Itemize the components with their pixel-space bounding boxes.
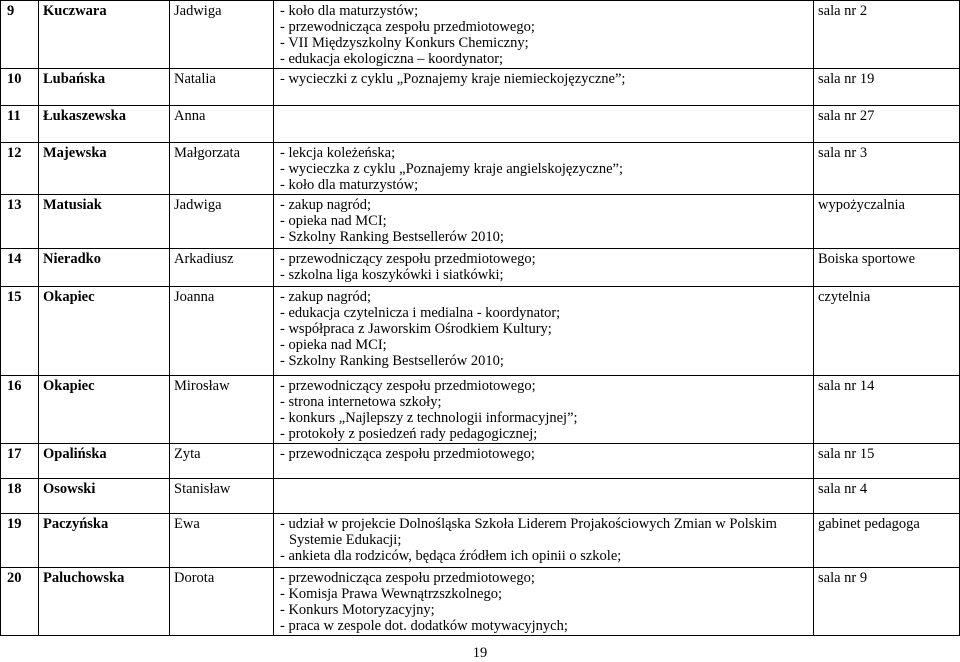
row-number: 10 — [1, 69, 39, 106]
table-body — [1, 1, 960, 636]
table-row — [1, 195, 960, 249]
row-number: 19 — [1, 514, 39, 568]
activity-item: - Szkolny Ranking Bestsellerów 2010; — [280, 353, 504, 369]
first-name-cell: Małgorzata — [170, 143, 274, 195]
surname-cell: Okapiec — [39, 376, 170, 444]
row-number: 14 — [1, 249, 39, 287]
activity-item: - konkurs „Najlepszy z technologii informacyjnej”; — [280, 410, 578, 426]
activity-item: Systemie Edukacji; — [289, 532, 402, 548]
activities-cell — [274, 479, 814, 514]
activities-cell — [274, 514, 814, 568]
activity-item: - Szkolny Ranking Bestsellerów 2010; — [280, 229, 504, 245]
activity-item: - współpraca z Jaworskim Ośrodkiem Kultury; — [280, 321, 552, 337]
activity-item: - przewodniczący zespołu przedmiotowego; — [280, 251, 536, 267]
activities-cell — [274, 444, 814, 479]
first-name-cell: Jadwiga — [170, 1, 274, 69]
location-cell: sala nr 15 — [814, 444, 960, 479]
row-number: 11 — [1, 106, 39, 143]
location-cell: sala nr 3 — [814, 143, 960, 195]
activities-cell — [274, 287, 814, 376]
row-number: 20 — [1, 568, 39, 636]
first-name-cell: Joanna — [170, 287, 274, 376]
table-row — [1, 514, 960, 568]
activity-item: - wycieczki z cyklu „Poznajemy kraje niemieckojęzyczne”; — [280, 71, 626, 87]
first-name-cell: Dorota — [170, 568, 274, 636]
first-name-cell: Jadwiga — [170, 195, 274, 249]
row-number: 16 — [1, 376, 39, 444]
activities-cell — [274, 195, 814, 249]
row-number: 15 — [1, 287, 39, 376]
surname-cell: Okapiec — [39, 287, 170, 376]
activity-item: - strona internetowa szkoły; — [280, 394, 442, 410]
first-name-cell: Arkadiusz — [170, 249, 274, 287]
first-name-cell: Zyta — [170, 444, 274, 479]
row-number: 9 — [1, 1, 39, 69]
activities-cell — [274, 249, 814, 287]
activity-item: - praca w zespole dot. dodatków motywacyjnych; — [280, 618, 568, 634]
activity-item: - opieka nad MCI; — [280, 213, 387, 229]
table-row — [1, 143, 960, 195]
activity-item: - zakup nagród; — [280, 197, 371, 213]
location-cell: sala nr 19 — [814, 69, 960, 106]
first-name-cell: Anna — [170, 106, 274, 143]
activity-item: - przewodniczący zespołu przedmiotowego; — [280, 378, 536, 394]
surname-cell: Kuczwara — [39, 1, 170, 69]
surname-cell: Łukaszewska — [39, 106, 170, 143]
activity-item: - koło dla maturzystów; — [280, 3, 419, 19]
activity-item: - szkolna liga koszykówki i siatkówki; — [280, 267, 504, 283]
surname-cell: Paluchowska — [39, 568, 170, 636]
table-row — [1, 479, 960, 514]
activities-cell — [274, 568, 814, 636]
activity-item: - edukacja czytelnicza i medialna - koordynator; — [280, 305, 561, 321]
activity-item: - przewodnicząca zespołu przedmiotowego; — [280, 19, 535, 35]
surname-cell: Nieradko — [39, 249, 170, 287]
surname-cell: Majewska — [39, 143, 170, 195]
location-cell: gabinet pedagoga — [814, 514, 960, 568]
surname-cell: Opalińska — [39, 444, 170, 479]
row-number: 13 — [1, 195, 39, 249]
location-cell: sala nr 9 — [814, 568, 960, 636]
row-number: 12 — [1, 143, 39, 195]
first-name-cell: Natalia — [170, 69, 274, 106]
surname-cell: Paczyńska — [39, 514, 170, 568]
first-name-cell: Mirosław — [170, 376, 274, 444]
location-cell: sala nr 2 — [814, 1, 960, 69]
activity-item: - koło dla maturzystów; — [280, 177, 419, 193]
first-name-cell: Ewa — [170, 514, 274, 568]
activity-item: - przewodnicząca zespołu przedmiotowego; — [280, 570, 535, 586]
table-row — [1, 444, 960, 479]
activities-cell — [274, 143, 814, 195]
activity-item: - Komisja Prawa Wewnątrzszkolnego; — [280, 586, 503, 602]
table-row — [1, 568, 960, 636]
table-row — [1, 376, 960, 444]
location-cell: sala nr 14 — [814, 376, 960, 444]
activities-cell — [274, 106, 814, 143]
table-row — [1, 69, 960, 106]
row-number: 18 — [1, 479, 39, 514]
surname-cell: Lubańska — [39, 69, 170, 106]
activity-item: - opieka nad MCI; — [280, 337, 387, 353]
surname-cell: Matusiak — [39, 195, 170, 249]
activity-item: - VII Międzyszkolny Konkurs Chemiczny; — [280, 35, 529, 51]
activity-item: - wycieczka z cyklu „Poznajemy kraje angielskojęzyczne”; — [280, 161, 623, 177]
surname-cell: Osowski — [39, 479, 170, 514]
location-cell: wypożyczalnia — [814, 195, 960, 249]
table-row — [1, 106, 960, 143]
location-cell: czytelnia — [814, 287, 960, 376]
activity-item: - udział w projekcie Dolnośląska Szkoła Liderem Projakościowych Zmian w Polskim — [280, 516, 777, 532]
activity-item: - Konkurs Motoryzacyjny; — [280, 602, 435, 618]
activity-item: - zakup nagród; — [280, 289, 371, 305]
activities-cell — [274, 376, 814, 444]
row-number: 17 — [1, 444, 39, 479]
table-row — [1, 249, 960, 287]
activity-item: - przewodnicząca zespołu przedmiotowego; — [280, 446, 535, 462]
location-cell: sala nr 4 — [814, 479, 960, 514]
activity-item: - protokoły z posiedzeń rady pedagogicznej; — [280, 426, 538, 442]
activity-item: - ankieta dla rodziców, będąca źródłem ich opinii o szkole; — [280, 548, 622, 564]
location-cell: sala nr 27 — [814, 106, 960, 143]
activities-cell — [274, 69, 814, 106]
activities-cell — [274, 1, 814, 69]
table-row — [1, 1, 960, 69]
page-number: 19 — [472, 645, 488, 661]
activity-item: - lekcja koleżeńska; — [280, 145, 396, 161]
activity-item: - edukacja ekologiczna – koordynator; — [280, 51, 504, 67]
table-row — [1, 287, 960, 376]
first-name-cell: Stanisław — [170, 479, 274, 514]
location-cell: Boiska sportowe — [814, 249, 960, 287]
